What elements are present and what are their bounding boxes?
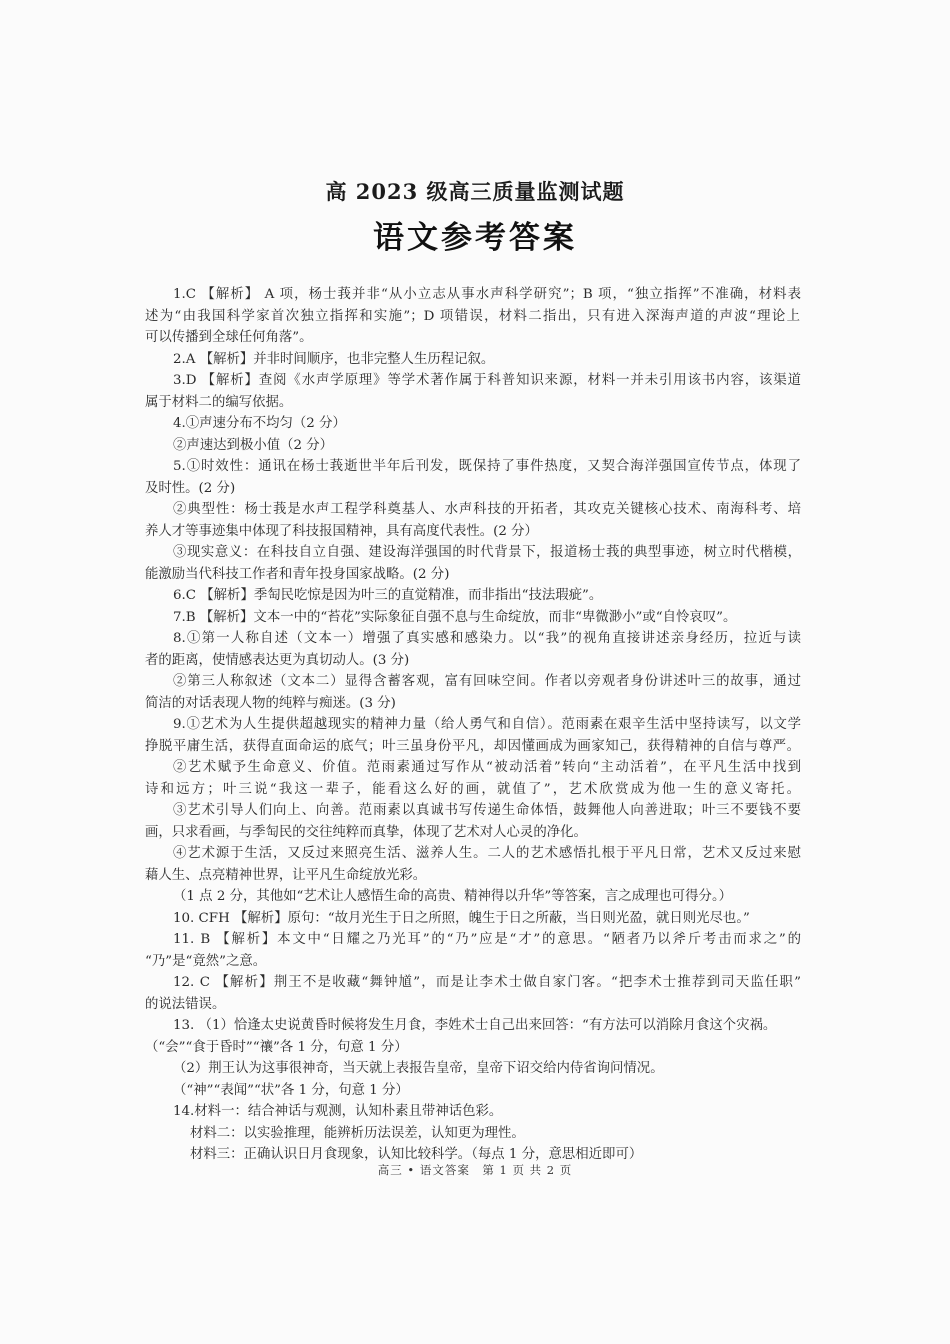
answer-line: 4.①声速分布不均匀（2 分） — [173, 416, 346, 431]
answer-line: 的说法错误。 — [145, 997, 226, 1012]
answer-line: ②艺术赋予生命意义、价值。范雨素通过写作从“被动活着”转向“主动活着”，在平凡生活中找到 — [173, 760, 801, 775]
exam-title: 高 2023 级高三质量监测试题 — [325, 179, 625, 204]
answer-line: 能激励当代科技工作者和青年投身国家战略。(2 分) — [145, 567, 450, 582]
answer-line: 材料二：以实验推理，能辨析历法误差，认知更为理性。 — [190, 1126, 525, 1141]
answer-line: 12. C 【解析】荆王不是收藏“舞钟馗”，而是让李术士做自家门客。“把李术士推荐到司天监任职” — [173, 975, 801, 990]
answer-line: 14.材料一：结合神话与观测，认知朴素且带神话色彩。 — [173, 1104, 503, 1119]
answer-key-heading: 语文参考答案 — [373, 220, 577, 256]
answer-line: 养人才等事迹集中体现了科技报国精神，具有高度代表性。(2 分） — [145, 524, 538, 539]
answer-line: 13. （1）恰逢太史说黄昏时候将发生月食，李姓术士自己出来回答：“有方法可以消除月食这个灾祸。 — [173, 1018, 777, 1033]
answer-line: 材料三：正确认识日月食现象，认知比较科学。（每点 1 分，意思相近即可） — [190, 1147, 643, 1162]
answer-line: 画，只求看画，与季匋民的交往纯粹而真挚，体现了艺术对人心灵的净化。 — [145, 825, 587, 840]
answer-line: ②第三人称叙述（文本二）显得含蓄客观，富有回味空间。作者以旁观者身份讲述叶三的故事，通过 — [173, 674, 801, 689]
answer-line: 2.A 【解析】并非时间顺序，也非完整人生历程记叙。 — [173, 352, 495, 367]
answer-line: ④艺术源于生活，又反过来照亮生活、滋养人生。二人的艺术感悟扎根于平凡日常，艺术又反过来慰 — [173, 846, 801, 861]
answer-line: 简洁的对话表现人物的纯粹与痴迷。(3 分) — [145, 696, 396, 711]
answer-line: 及时性。(2 分) — [145, 481, 236, 496]
answer-line: 11. B 【解析】本文中“日耀之乃光耳”的“乃”应是“才”的意思。“陋者乃以斧斤考击而求之”的 — [173, 932, 801, 947]
answer-line: （2）荆王认为这事很神奇，当天就上表报告皇帝，皇帝下诏交给内侍省询问情况。 — [173, 1061, 664, 1076]
answer-line: 5.①时效性：通讯在杨士莪逝世半年后刊发，既保持了事件热度，又契合海洋强国宣传节点，体现了 — [173, 459, 801, 474]
answer-line: 10. CFH 【解析】原句：“故月光生于日之所照，魄生于日之所蔽，当日则光盈，就日则光尽也。” — [173, 911, 750, 926]
answer-line: 9.①艺术为人生提供超越现实的精神力量（给人勇气和自信）。范雨素在艰辛生活中坚持读写，以文学 — [173, 717, 801, 732]
answer-line: ③艺术引导人们向上、向善。范雨素以真诚书写传递生命体悟，鼓舞他人向善进取；叶三不要钱不要 — [173, 803, 801, 818]
answer-line: 属于材料二的编写依据。 — [145, 395, 293, 410]
answer-line: 者的距离，使情感表达更为真切动人。(3 分) — [145, 653, 410, 668]
answer-line: ③现实意义：在科技自立自强、建设海洋强国的时代背景下，报道杨士莪的典型事迹，树立时代楷模， — [173, 545, 801, 560]
answer-line: 6.C 【解析】季匋民吃惊是因为叶三的直觉精准，而非指出“技法瑕疵”。 — [173, 588, 603, 603]
scoring-note: （“神”“表闻”“状”各 1 分，句意 1 分） — [173, 1083, 409, 1098]
answer-line: ②声速达到极小值（2 分） — [173, 438, 334, 453]
answer-line: 诗和远方；叶三说“我这一辈子，能看这么好的画，就值了”，艺术欣赏成为他一生的意义寄托。 — [145, 782, 800, 797]
scoring-note: （“会”“食于昏时”“禳”各 1 分，句意 1 分） — [145, 1040, 408, 1055]
answer-line: “乃”是“竟然”之意。 — [145, 954, 267, 969]
answer-line: 1.C 【解析】 A 项，杨士莪并非“从小立志从事水声科学研究”；B 项，“独立指挥”不准确，材料表 — [173, 287, 801, 302]
answer-line: 挣脱平庸生活，获得直面命运的底气；叶三虽身份平凡，却因懂画成为画家知己，获得精神的自信与尊严。 — [145, 739, 800, 754]
page-footer: 高三 • 语文答案 第 1 页 共 2 页 — [377, 1163, 573, 1177]
answer-line: 3.D 【解析】查阅《水声学原理》等学术著作属于科普知识来源，材料一并未引用该书内容，该渠道 — [173, 373, 801, 388]
answer-line: 7.B 【解析】文本一中的“苔花”实际象征自强不息与生命绽放，而非“卑微渺小”或“自怜哀叹”。 — [173, 610, 737, 625]
answer-line: ②典型性：杨士莪是水声工程学科奠基人、水声科技的开拓者，其攻克关键核心技术、南海科考、培 — [173, 502, 801, 517]
answer-line: 藉人生、点亮精神世界，让平凡生命绽放光彩。 — [145, 868, 427, 883]
answer-line: 可以传播到全球任何角落”。 — [145, 330, 313, 345]
answer-line: 8.①第一人称自述（文本一）增强了真实感和感染力。以“我”的视角直接讲述亲身经历，拉近与读 — [173, 631, 801, 646]
answer-line: 述为“由我国科学家首次独立指挥和实施”；D 项错误，材料二指出，只有进入深海声道的声波“理论上 — [145, 309, 800, 324]
scoring-note: （1 点 2 分，其他如“艺术让人感悟生命的高贵、精神得以升华”等答案，言之成理也可得分。） — [173, 889, 733, 904]
